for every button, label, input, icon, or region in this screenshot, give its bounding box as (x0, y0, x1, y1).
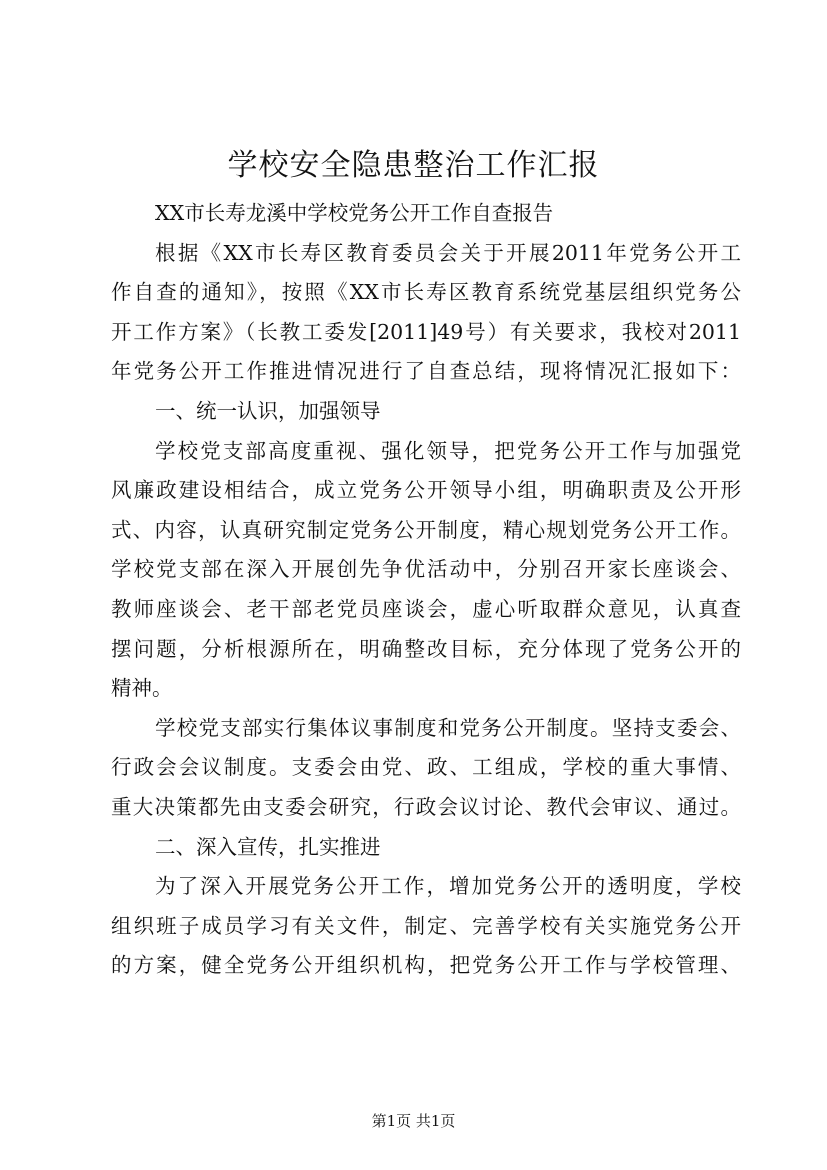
body-line: 二、深入宣传，扎实推进 (155, 834, 381, 859)
body-line: XX市长寿龙溪中学校党务公开工作自查报告 (155, 201, 554, 225)
body-line: 为了深入开展党务公开工作，增加党务公开的透明度，学校 (155, 874, 741, 899)
body-line: 精神。 (111, 676, 173, 701)
body-line: 式、内容，认真研究制定党务公开制度，精心规划党务公开工作。 (111, 517, 741, 542)
body-line: 重大决策都先由支委会研究，行政会议讨论、教代会审议、通过。 (111, 794, 741, 819)
document-body (111, 194, 741, 986)
body-line: 根据《XX市长寿区教育委员会关于开展2011年党务公开工 (155, 240, 741, 265)
document-title: 学校安全隐患整治工作汇报 (227, 148, 600, 183)
body-line: 作自查的通知》，按照《XX市长寿区教育系统党基层组织党务公 (111, 280, 741, 305)
body-line: 摆问题，分析根源所在，明确整改目标，充分体现了党务公开的 (111, 636, 741, 661)
body-line: 行政会会议制度。支委会由党、政、工组成，学校的重大事情、 (111, 755, 741, 780)
body-line: 开工作方案》（长教工委发[2011]49号）有关要求，我校对2011 (111, 319, 741, 344)
body-line: 组织班子成员学习有关文件，制定、完善学校有关实施党务公开 (111, 913, 741, 938)
body-line: 风廉政建设相结合，成立党务公开领导小组，明确职责及公开形 (111, 478, 741, 503)
page-footer: 第1页 共1页 (371, 1112, 456, 1130)
body-line: 学校党支部高度重视、强化领导，把党务公开工作与加强党 (155, 438, 741, 463)
body-line: 的方案，健全党务公开组织机构，把党务公开工作与学校管理、 (111, 953, 741, 978)
body-line: 学校党支部实行集体议事制度和党务公开制度。坚持支委会、 (155, 715, 741, 740)
body-line: 教师座谈会、老干部老党员座谈会，虚心听取群众意见，认真查 (111, 596, 741, 621)
body-line: 年党务公开工作推进情况进行了自查总结，现将情况汇报如下： (111, 359, 741, 384)
body-line: 学校党支部在深入开展创先争优活动中，分别召开家长座谈会、 (111, 557, 741, 582)
body-line: 一、统一认识，加强领导 (155, 398, 381, 423)
